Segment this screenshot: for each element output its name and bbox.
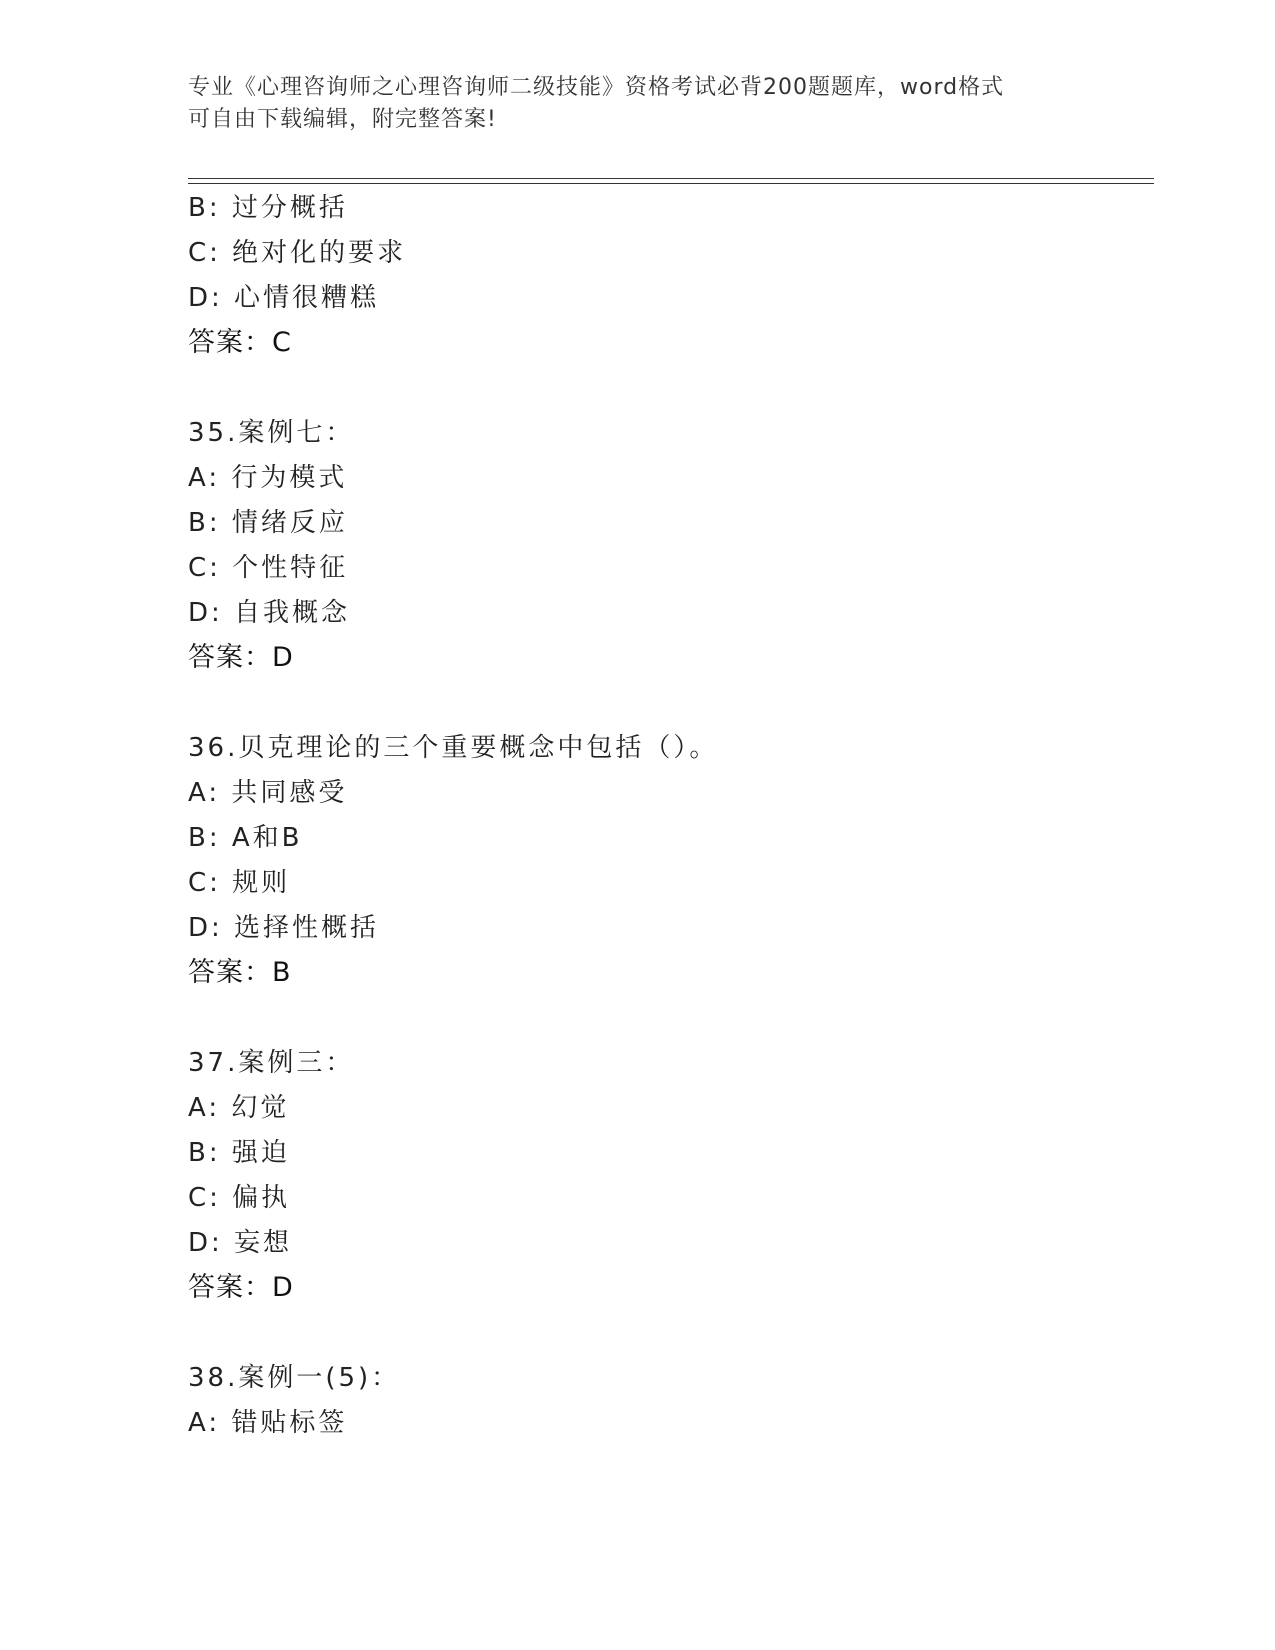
q35-answer: 答案：D xyxy=(188,642,294,673)
q34-option-c: C: 绝对化的要求 xyxy=(188,238,407,268)
header-divider-bottom xyxy=(188,183,1154,184)
header-line-2: 可自由下载编辑，附完整答案! xyxy=(188,107,497,132)
q34-option-b: B: 过分概括 xyxy=(188,193,348,223)
header-line-1: 专业《心理咨询师之心理咨询师二级技能》资格考试必背200题题库，word格式 xyxy=(188,75,1005,100)
q37-option-d: D: 妄想 xyxy=(188,1228,293,1258)
document-header xyxy=(188,72,1088,136)
q36-answer: 答案：B xyxy=(188,957,292,988)
q35-question: 35.案例七： xyxy=(188,418,355,448)
q37-option-b: B: 强迫 xyxy=(188,1138,290,1168)
q38-option-a: A: 错贴标签 xyxy=(188,1408,348,1438)
q36-option-d: D: 选择性概括 xyxy=(188,913,380,943)
header-divider-top xyxy=(188,178,1154,179)
q36-option-a: A: 共同感受 xyxy=(188,778,348,808)
q36-option-c: C: 规则 xyxy=(188,868,291,898)
q35-option-b: B: 情绪反应 xyxy=(188,508,348,538)
q37-answer: 答案：D xyxy=(188,1272,294,1303)
q37-option-c: C: 偏执 xyxy=(188,1183,291,1213)
q35-option-a: A: 行为模式 xyxy=(188,463,348,493)
q36-question: 36.贝克理论的三个重要概念中包括（）。 xyxy=(188,733,719,763)
q35-option-d: D: 自我概念 xyxy=(188,598,351,628)
q36-option-b: B: A和B xyxy=(188,823,303,853)
q38-question: 38.案例一(5)： xyxy=(188,1363,401,1393)
q35-option-c: C: 个性特征 xyxy=(188,553,349,583)
q37-option-a: A: 幻觉 xyxy=(188,1093,290,1123)
q37-question: 37.案例三： xyxy=(188,1048,355,1078)
q34-option-d: D: 心情很糟糕 xyxy=(188,283,380,313)
q34-answer: 答案：C xyxy=(188,327,292,358)
